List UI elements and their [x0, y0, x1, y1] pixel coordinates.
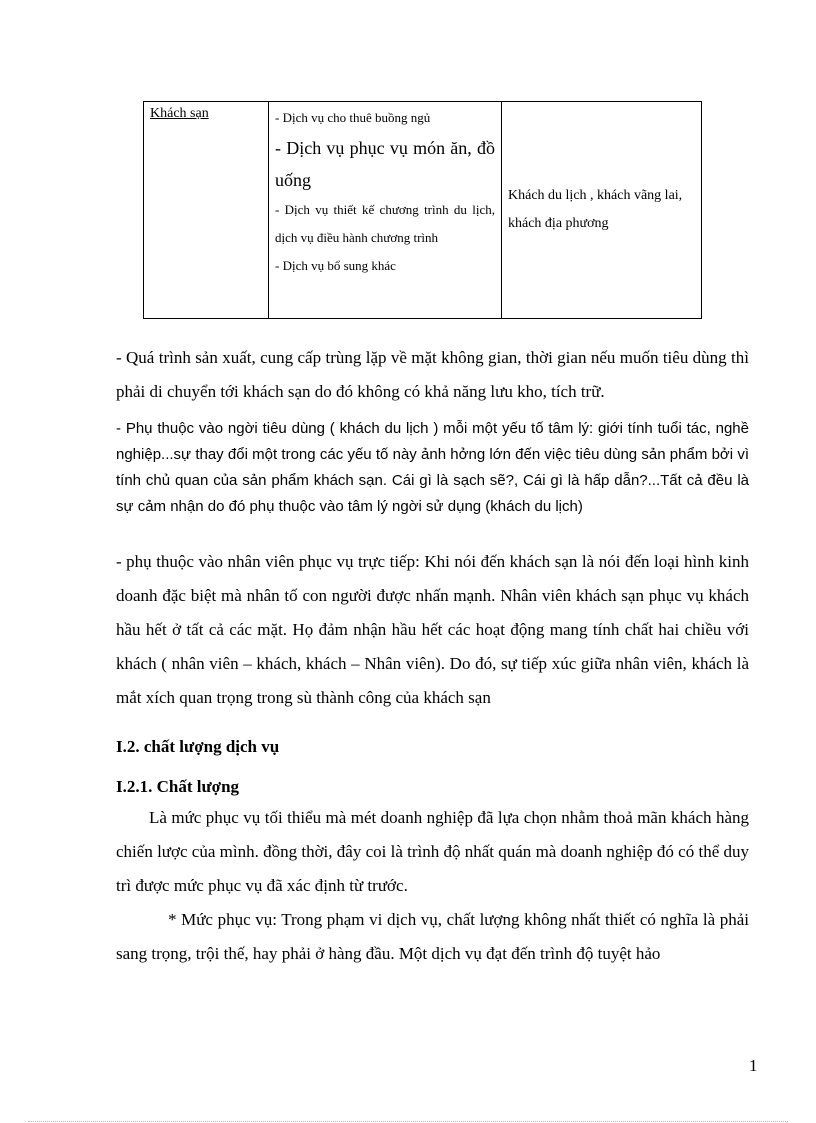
paragraph: - Quá trình sản xuất, cung cấp trùng lặp về mặt không gian, thời gian nếu muốn tiêu dùng thì phải di chuyển tới khách sạn do đó không có khả năng lưu kho, tích trữ. — [116, 348, 749, 401]
customer-types: Khách du lịch , khách vãng lai, khách địa phương — [508, 188, 683, 231]
service-item: - Dịch vụ cho thuê buồng ngủ — [275, 110, 431, 125]
service-item: - Dịch vụ thiết kế chương trình du lịch, dịch vụ điều hành chương trình — [275, 202, 495, 245]
paragraph: - Phụ thuộc vào ngời tiêu dùng ( khách du lịch ) mỗi một yếu tố tâm lý: giới tính tuổi tác, nghề nghiệp...sự thay đổi một trong các yếu tố này ảnh hởng lớn đến việc tiêu dùng sản phẩm bởi vì tính chủ quan của sản phẩm khách sạn. Cái gì là sạch sẽ?, Cái gì là hấp dẫn?...Tất cả đều là sự cảm nhận do đó phụ thuộc vào tâm lý ngời sử dụng (khách du lịch) — [116, 420, 749, 515]
footer-divider — [28, 1121, 788, 1122]
paragraph: Là mức phục vụ tối thiểu mà mét doanh nghiệp đã lựa chọn nhằm thoả mãn khách hàng chiến lược của mình. đồng thời, đây coi là trình độ nhất quán mà doanh nghiệp đó có thể duy trì được mức phục vụ đã xác định từ trước. — [116, 808, 749, 895]
table-cell-hotel — [144, 102, 269, 319]
table-cell-customers — [502, 102, 702, 319]
table-cell-services — [269, 102, 502, 319]
table-row — [144, 102, 702, 319]
section-heading: I.2. chất lượng dịch vụ — [116, 737, 280, 756]
service-item: - Dịch vụ phục vụ món ăn, đồ uống — [275, 138, 495, 190]
service-item: - Dịch vụ bổ sung khác — [275, 258, 396, 273]
paragraph: * Mức phục vụ: Trong phạm vi dịch vụ, chất lượng không nhất thiết có nghĩa là phải sang trọng, trội thế, hay phải ở hàng đầu. Một dịch vụ đạt đến trình độ tuyệt hảo — [116, 910, 749, 963]
service-table — [143, 101, 702, 319]
page-number: 1 — [749, 1056, 758, 1075]
hotel-label: Khách sạn — [150, 106, 209, 121]
paragraph: - phụ thuộc vào nhân viên phục vụ trực tiếp: Khi nói đến khách sạn là nói đến loại hình kinh doanh đặc biệt mà nhân tố con người được nhấn mạnh. Nhân viên khách sạn phục vụ khách hầu hết ở tất cả các mặt. Họ đảm nhận hầu hết các hoạt động mang tính chất hai chiều với khách ( nhân viên – khách, khách – Nhân viên). Do đó, sự tiếp xúc giữa nhân viên, khách là mắt xích quan trọng trong sù thành công của khách sạn — [116, 552, 749, 707]
subsection-heading: I.2.1. Chất lượng — [116, 777, 240, 796]
